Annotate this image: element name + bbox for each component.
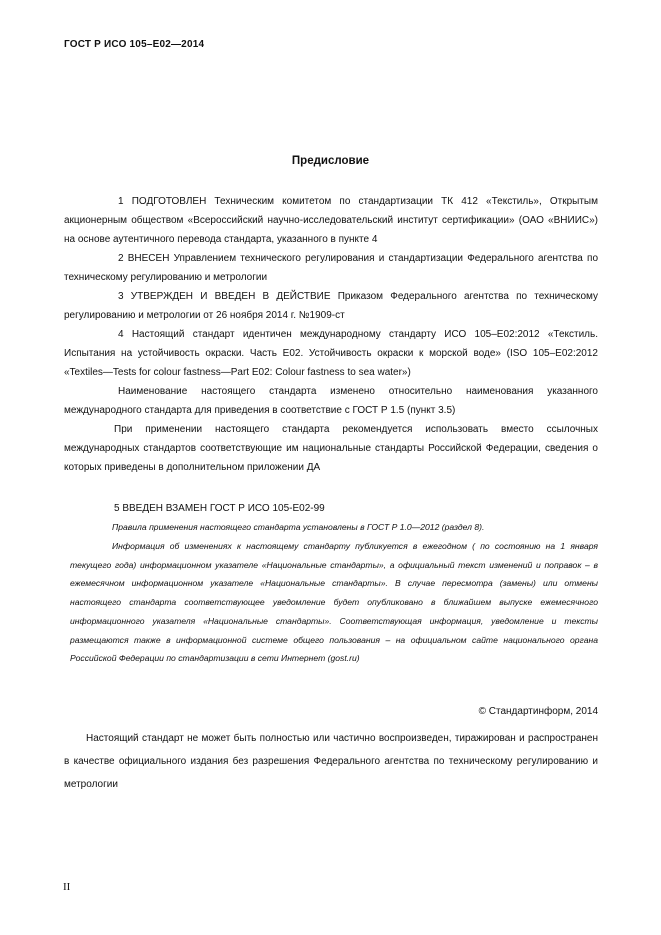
paragraph-identical-standard: 4 Настоящий стандарт идентичен международному стандарту ИСО 105–Е02:2012 «Текстиль. Испытания на устойчивость окраски. Часть Е02. Устойчивость окраски к морской воде» (ISO 105–E02:2012 «Textiles—Tests for colour fastness—Part E02: Colour fastness to sea water») bbox=[64, 329, 598, 378]
paragraph-title-change: Наименование настоящего стандарта изменено относительно наименования указанного международного стандарта для приведения в соответствие с ГОСТ Р 1.5 (пункт 3.5) bbox=[64, 386, 598, 416]
rights-notice-section bbox=[64, 727, 598, 796]
note-changes-text: Информация об изменениях к настоящему стандарту публикуется в ежегодном ( по состоянию на 1 января текущего года) информационном указателе «Национальные стандарты», а официальный текст изменений и поправок – в ежемесячном информационном указателе «Национальные стандарты». В случае пересмотра (замены) или отмены настоящего стандарта соответствующее уведомление будет опубликовано в ближайшем выпуске ежемесячного информационного указателя «Национальные стандарты». Соответствующая информация, уведомление и тексты размещаются также в информационной системе общего пользования – на официальном сайте национального органа Российской Федерации по стандартизации в сети Интернет (gost.ru) bbox=[70, 541, 598, 664]
paragraph-submitted-by: 2 ВНЕСЕН Управлением технического регулирования и стандартизации Федерального агентства по техническому регулированию и метрологии bbox=[64, 253, 598, 283]
paragraph-references: При применении настоящего стандарта рекомендуется использовать вместо ссылочных международных стандартов соответствующие им национальные стандарты Российской Федерации, сведения о которых приведены в дополнительном приложении ДА bbox=[64, 424, 598, 473]
replaced-standard-section bbox=[64, 499, 598, 518]
foreword-section bbox=[64, 192, 598, 477]
document-code-header: ГОСТ Р ИСО 105–Е02—2014 bbox=[64, 39, 205, 50]
page-title: Предисловие bbox=[291, 155, 370, 167]
paragraph-replaces: 5 ВВЕДЕН ВЗАМЕН ГОСТ Р ИСО 105-Е02-99 bbox=[114, 503, 325, 514]
note-rules bbox=[70, 518, 598, 537]
note-changes bbox=[70, 537, 598, 668]
copyright-notice: © Стандартинформ, 2014 bbox=[478, 706, 598, 717]
paragraph-approved: 3 УТВЕРЖДЕН И ВВЕДЕН В ДЕЙСТВИЕ Приказом Федерального агентства по техническому регулированию и метрологии от 26 ноября 2014 г. №1909-ст bbox=[64, 291, 598, 321]
page-number: II bbox=[63, 881, 71, 893]
rights-notice-text: Настоящий стандарт не может быть полностью или частично воспроизведен, тиражирован и распространен в качестве официального издания без разрешения Федерального агентства по техническому регулированию и метрологии bbox=[64, 733, 598, 790]
paragraph-prepared-by: 1 ПОДГОТОВЛЕН Техническим комитетом по стандартизации ТК 412 «Текстиль», Открытым акционерным обществом «Всероссийский научно-исследовательский институт сертификации» (ОАО «ВНИИС») на основе аутентичного перевода стандарта, указанного в пункте 4 bbox=[64, 196, 598, 245]
note-rules-text: Правила применения настоящего стандарта установлены в ГОСТ Р 1.0—2012 (раздел 8). bbox=[112, 522, 485, 532]
